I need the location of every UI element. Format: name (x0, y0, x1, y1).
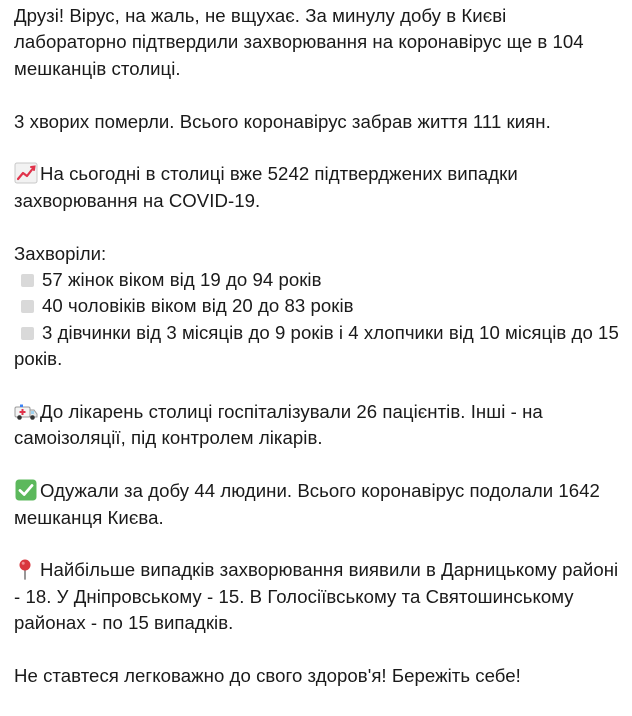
sick-section (14, 241, 620, 373)
white-square-icon (21, 300, 34, 313)
paragraph-closing: Не ставтеся легковажно до свого здоров'я! Бережіть себе! (14, 665, 521, 687)
paragraph-total-cases (14, 161, 620, 214)
ambulance-icon (14, 400, 38, 422)
post-body (14, 3, 620, 716)
list-item: 57 жінок віком від 19 до 94 років (14, 267, 620, 293)
paragraph-recovered-text: Одужали за добу 44 людини. Всього коронавірус подолали 1642 мешканця Києва. (14, 480, 600, 528)
white-square-icon (21, 327, 34, 340)
white-square-icon (21, 274, 34, 287)
list-item: 3 дівчинки від 3 місяців до 9 років і 4 хлопчики від 10 місяців до 15 років. (14, 321, 619, 370)
paragraph-districts (14, 557, 620, 636)
paragraph-intro: Друзі! Вірус, на жаль, не вщухає. За минулу добу в Києві лабораторно підтвердили захворювання на коронавірус ще в 104 мешканців столиці. (14, 5, 584, 79)
list-item: 40 чоловіків віком від 20 до 83 років (14, 293, 620, 319)
sick-heading: Захворіли: (14, 242, 107, 264)
chart-increasing-icon (14, 162, 38, 184)
paragraph-hospitalized (14, 399, 620, 452)
paragraph-districts-text: Найбільше випадків захворювання виявили в Дарницькому районі - 18. У Дніпровському - 15. В Голосіївському та Святошинському районах - по 15 випадків. (14, 559, 619, 634)
check-mark-button-icon (14, 479, 38, 501)
round-pushpin-icon (14, 558, 38, 580)
paragraph-total-cases-text: На сьогодні в столиці вже 5242 підтверджених випадки захворювання на COVID-19. (14, 163, 518, 211)
paragraph-hospitalized-text: До лікарень столиці госпіталізували 26 пацієнтів. Інші - на самоізоляції, під контролем лікарів. (14, 401, 543, 449)
paragraph-deaths: 3 хворих померли. Всього коронавірус забрав життя 111 киян. (14, 110, 551, 132)
paragraph-recovered (14, 478, 620, 531)
